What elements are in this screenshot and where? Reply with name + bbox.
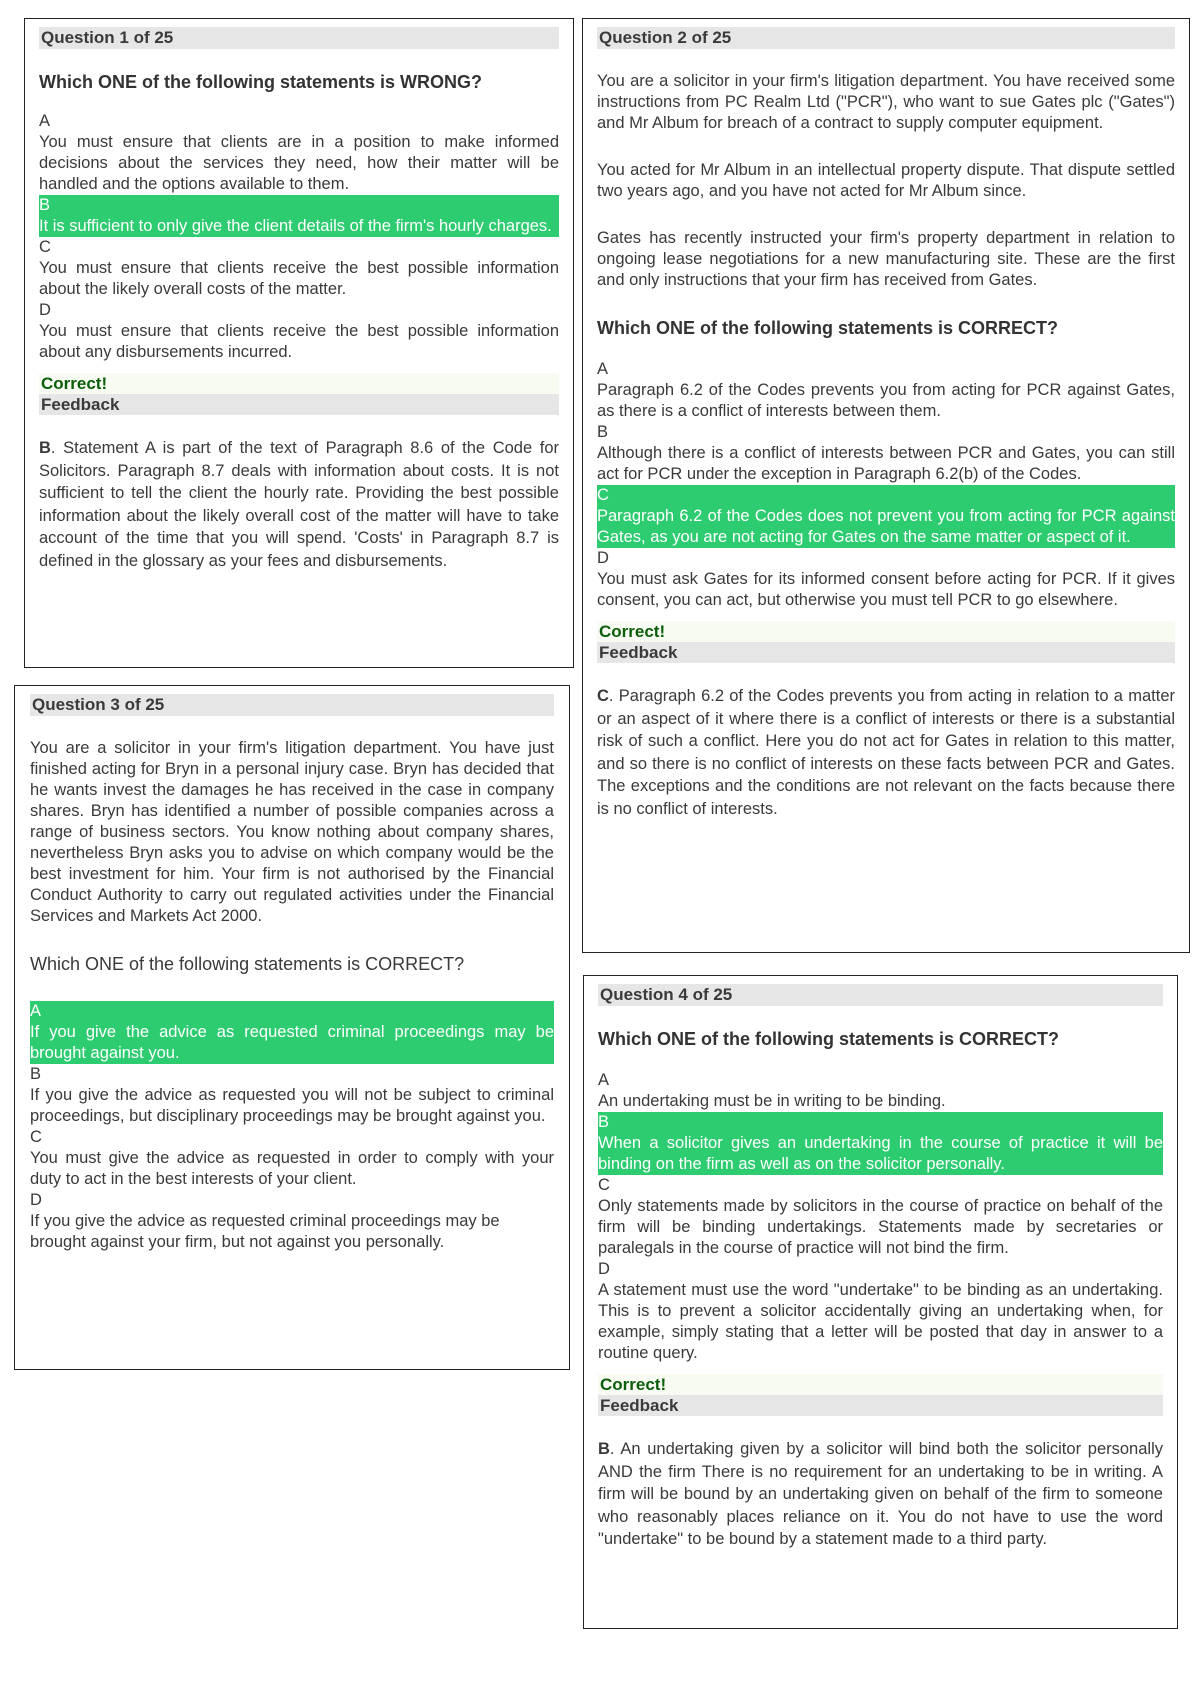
option-letter: D [30,1191,42,1209]
option-letter: D [598,1260,610,1278]
feedback-text [39,437,559,572]
option-text: You must ask Gates for its informed consent before acting for PCR. If it gives consent, you can act, but otherwise you must tell PCR to go elsewhere. [597,570,1175,609]
feedback-text [597,685,1175,820]
option-letter: C [598,1176,610,1194]
option-c-correct[interactable] [597,485,1175,548]
scenario-paragraph: You are a solicitor in your firm's litigation department. You have just finished acting for Bryn in a personal injury case. Bryn has decided that he wants invest the damages he has received in the case in company shares. Bryn has identified a number of possible companies across a range of business sectors. You know nothing about company shares, nevertheless Bryn asks you to advise on which company would be the best investment for him. Your firm is not authorised by the Financial Conduct Authority to carry out regulated activities under the Financial Services and Markets Act 2000. [30,739,554,925]
question-header: Question 1 of 25 [39,27,559,49]
option-text: You must ensure that clients receive the best possible information about the likely overall costs of the matter. [39,259,559,298]
option-a-correct[interactable] [30,1001,554,1064]
feedback-body: . Statement A is part of the text of Paragraph 8.6 of the Code for Solicitors. Paragraph 8.7 deals with information about costs. It is not sufficient to tell the client the hourly rate. Providing the best possible information about the likely overall cost of the matter will have to take account of the time that you will spend. 'Costs' in Paragraph 8.7 is defined in the glossary as your fees and disbursements. [39,439,559,570]
question-card-1 [24,18,574,668]
option-text: You must ensure that clients are in a position to make informed decisions about the services they need, how their matter will be handled and the options available to them. [39,133,559,193]
option-letter: A [39,112,51,130]
option-letter: A [598,1071,610,1089]
feedback-text [598,1438,1163,1551]
result-correct: Correct! [39,373,559,394]
option-letter: D [39,301,51,319]
option-d[interactable] [598,1259,1163,1364]
option-text: An undertaking must be in writing to be binding. [598,1092,946,1110]
option-text: Paragraph 6.2 of the Codes prevents you from acting for PCR against Gates, as there is a conflict of interests between them. [597,381,1175,420]
question-prompt: Which ONE of the following statements is CORRECT? [30,954,465,974]
feedback-answer: B [39,439,51,457]
option-text: Paragraph 6.2 of the Codes does not prevent you from acting for PCR against Gates, as you are not acting for Gates on the same matter or aspect of it. [597,507,1175,546]
feedback-answer: B [598,1440,610,1458]
question-prompt: Which ONE of the following statements is CORRECT? [597,318,1059,338]
feedback-header: Feedback [597,642,1175,663]
feedback-body: . An undertaking given by a solicitor will bind both the solicitor personally AND the firm There is no requirement for an undertaking to be in writing. A firm will be bound by an undertaking given on behalf of the firm to someone who reasonably places reliance on it. You do not have to use the word "undertake" to be bound by a statement made to a third party. [598,1440,1163,1548]
option-text: You must ensure that clients receive the best possible information about any disbursements incurred. [39,322,559,361]
option-a[interactable] [39,111,559,195]
option-letter: C [39,238,51,256]
option-text: Only statements made by solicitors in the course of practice on behalf of the firm will be binding undertakings. Statements made by secretaries or paralegals in the course of practice will not bind the firm. [598,1197,1163,1257]
question-prompt: Which ONE of the following statements is CORRECT? [598,1029,1060,1049]
question-card-4 [583,975,1178,1629]
scenario-paragraph: You are a solicitor in your firm's litigation department. You have received some instructions from PC Realm Ltd ("PCR"), who want to sue Gates plc ("Gates") and Mr Album for breach of a contract to supply computer equipment. [597,72,1175,132]
option-d[interactable] [597,548,1175,611]
option-letter: B [597,423,609,441]
question-prompt: Which ONE of the following statements is WRONG? [39,72,483,92]
question-header: Question 2 of 25 [597,27,1175,49]
option-b-correct[interactable] [598,1112,1163,1175]
option-letter: B [598,1113,610,1131]
feedback-header: Feedback [598,1395,1163,1416]
result-correct: Correct! [598,1374,1163,1395]
option-b[interactable] [30,1064,554,1127]
option-c[interactable] [30,1127,554,1190]
option-text: A statement must use the word "undertake" to be binding as an undertaking. This is to prevent a solicitor accidentally giving an undertaking when, for example, simply stating that a letter will be posted that day in answer to a routine query. [598,1281,1163,1362]
feedback-body: . Paragraph 6.2 of the Codes prevents you from acting in relation to a matter or an aspect of it where there is a conflict of interests or there is a substantial risk of such a conflict. Here you do not act for Gates in relation to this matter, and so there is no conflict of interests on these facts between PCR and Gates. The exceptions and the conditions are not relevant on the facts because there is no conflict of interests. [597,687,1175,818]
option-b-correct[interactable] [39,195,559,237]
scenario-paragraph: You acted for Mr Album in an intellectual property dispute. That dispute settled two years ago, and you have not acted for Mr Album since. [597,161,1175,200]
option-b[interactable] [597,422,1175,485]
option-c[interactable] [39,237,559,300]
option-letter: A [597,360,609,378]
question-header: Question 3 of 25 [30,694,554,716]
option-letter: C [597,486,609,504]
option-text: It is sufficient to only give the client details of the firm's hourly charges. [39,217,552,235]
feedback-header: Feedback [39,394,559,415]
option-a[interactable] [598,1070,1163,1112]
result-correct: Correct! [597,621,1175,642]
option-letter: B [30,1065,42,1083]
option-text: Although there is a conflict of interests between PCR and Gates, you can still act for PCR under the exception in Paragraph 6.2(b) of the Codes. [597,444,1175,483]
option-text: If you give the advice as requested criminal proceedings may be brought against your firm, but not against you personally. [30,1212,500,1251]
option-letter: C [30,1128,42,1146]
option-text: You must give the advice as requested in order to comply with your duty to act in the best interests of your client. [30,1149,554,1188]
option-text: If you give the advice as requested criminal proceedings may be brought against you. [30,1023,554,1062]
option-c[interactable] [598,1175,1163,1259]
question-card-2 [582,18,1190,953]
option-letter: A [30,1002,42,1020]
option-letter: D [597,549,609,567]
question-header: Question 4 of 25 [598,984,1163,1006]
option-d[interactable] [30,1190,554,1253]
option-letter: B [39,196,51,214]
feedback-answer: C [597,687,609,705]
option-d[interactable] [39,300,559,363]
question-card-3 [14,685,570,1370]
option-a[interactable] [597,359,1175,422]
option-text: When a solicitor gives an undertaking in the course of practice it will be binding on the firm as well as on the solicitor personally. [598,1134,1163,1173]
option-text: If you give the advice as requested you will not be subject to criminal proceedings, but disciplinary proceedings may be brought against you. [30,1086,554,1125]
scenario-paragraph: Gates has recently instructed your firm's property department in relation to ongoing lease negotiations for a new manufacturing site. These are the first and only instructions that your firm has received from Gates. [597,229,1175,289]
